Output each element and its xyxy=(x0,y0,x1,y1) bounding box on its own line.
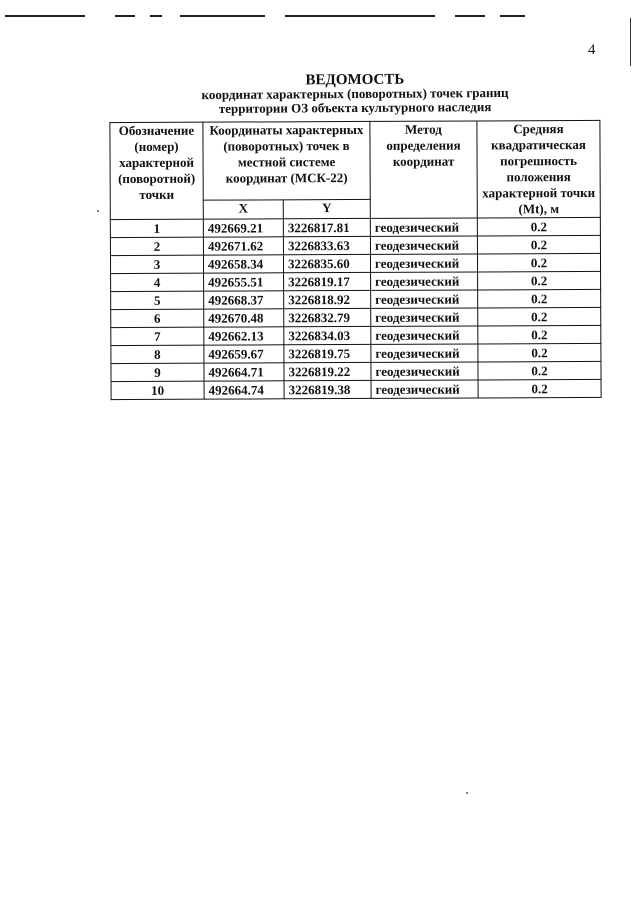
cell-point-number: 6 xyxy=(111,309,204,327)
cell-accuracy: 0.2 xyxy=(478,307,601,326)
cell-point-number: 1 xyxy=(110,219,203,237)
header-x: X xyxy=(203,200,283,220)
cell-y: 3226819.38 xyxy=(284,380,371,398)
document-subtitle-line-2: территории ОЗ объекта культурного наследия xyxy=(218,99,492,116)
scan-line xyxy=(180,15,265,17)
cell-x: 492671.62 xyxy=(203,237,283,255)
cell-accuracy: 0.2 xyxy=(477,217,600,236)
cell-accuracy: 0.2 xyxy=(478,343,601,362)
cell-y: 3226833.63 xyxy=(283,236,370,254)
cell-x: 492668.37 xyxy=(204,291,284,309)
cell-method: геодезический xyxy=(371,272,478,290)
cell-accuracy: 0.2 xyxy=(478,325,601,344)
page-number: 4 xyxy=(588,42,596,58)
cell-method: геодезический xyxy=(371,344,478,362)
cell-accuracy: 0.2 xyxy=(478,361,601,380)
speck xyxy=(466,792,468,794)
cell-method: геодезический xyxy=(370,218,477,236)
table-row xyxy=(111,307,601,327)
cell-accuracy: 0.2 xyxy=(478,379,601,398)
scan-line xyxy=(5,15,85,17)
cell-point-number: 5 xyxy=(111,291,204,309)
cell-method: геодезический xyxy=(370,236,477,254)
scan-line xyxy=(150,15,162,17)
cell-y: 3226835.60 xyxy=(283,254,370,272)
cell-method: геодезический xyxy=(371,290,478,308)
cell-y: 3226834.03 xyxy=(284,326,371,344)
cell-x: 492659.67 xyxy=(204,345,284,363)
table-row xyxy=(111,379,601,399)
cell-x: 492658.34 xyxy=(203,255,283,273)
scan-line xyxy=(455,15,485,17)
cell-x: 492664.74 xyxy=(204,381,284,399)
cell-x: 492664.71 xyxy=(204,363,284,381)
cell-accuracy: 0.2 xyxy=(477,253,600,272)
header-method: Метод определения координат xyxy=(370,121,477,218)
cell-method: геодезический xyxy=(371,308,478,326)
cell-x: 492669.21 xyxy=(203,219,283,237)
cell-y: 3226819.22 xyxy=(284,362,371,380)
cell-accuracy: 0.2 xyxy=(478,271,601,290)
edge-mark xyxy=(630,18,631,66)
speck xyxy=(97,210,99,212)
cell-method: геодезический xyxy=(371,362,478,380)
document-subtitle-line-1: координат характерных (поворотных) точек границ xyxy=(201,84,509,103)
cell-y: 3226818.92 xyxy=(284,290,371,308)
table-row xyxy=(111,289,601,309)
cell-accuracy: 0.2 xyxy=(478,289,601,308)
table-row xyxy=(111,271,601,291)
cell-point-number: 2 xyxy=(110,237,203,255)
table-row xyxy=(110,217,600,237)
cell-point-number: 7 xyxy=(111,327,204,345)
cell-method: геодезический xyxy=(371,326,478,344)
cell-x: 492662.13 xyxy=(204,327,284,345)
cell-method: геодезический xyxy=(370,254,477,272)
header-coordinates: Координаты характерных (поворотных) точек в местной системе координат (МСК-22) xyxy=(203,121,370,200)
cell-point-number: 3 xyxy=(110,255,203,273)
cell-point-number: 10 xyxy=(111,381,204,399)
cell-y: 3226817.81 xyxy=(283,218,370,236)
table-row xyxy=(110,253,600,273)
scan-line xyxy=(500,15,525,17)
header-point: Обозначение (номер) характерной (поворотной) точки xyxy=(110,122,203,219)
table-row xyxy=(111,325,601,345)
table-row xyxy=(110,235,600,255)
header-accuracy: Средняя квадратическая погрешность положения характерной точки (Mt), м xyxy=(477,120,600,218)
coordinates-table xyxy=(109,120,601,400)
cell-point-number: 9 xyxy=(111,363,204,381)
cell-y: 3226819.75 xyxy=(284,344,371,362)
table-row xyxy=(111,343,601,363)
cell-accuracy: 0.2 xyxy=(477,235,600,254)
document-title: ВЕДОМОСТЬ xyxy=(305,71,405,89)
header-y: Y xyxy=(283,199,370,219)
cell-x: 492670.48 xyxy=(204,309,284,327)
scan-line xyxy=(115,15,135,17)
cell-x: 492655.51 xyxy=(204,273,284,291)
cell-point-number: 4 xyxy=(111,273,204,291)
cell-y: 3226832.79 xyxy=(284,308,371,326)
cell-y: 3226819.17 xyxy=(284,272,371,290)
document-heading xyxy=(110,71,600,116)
scan-line xyxy=(285,15,435,17)
cell-method: геодезический xyxy=(371,380,478,398)
table-row xyxy=(111,361,601,381)
cell-point-number: 8 xyxy=(111,345,204,363)
